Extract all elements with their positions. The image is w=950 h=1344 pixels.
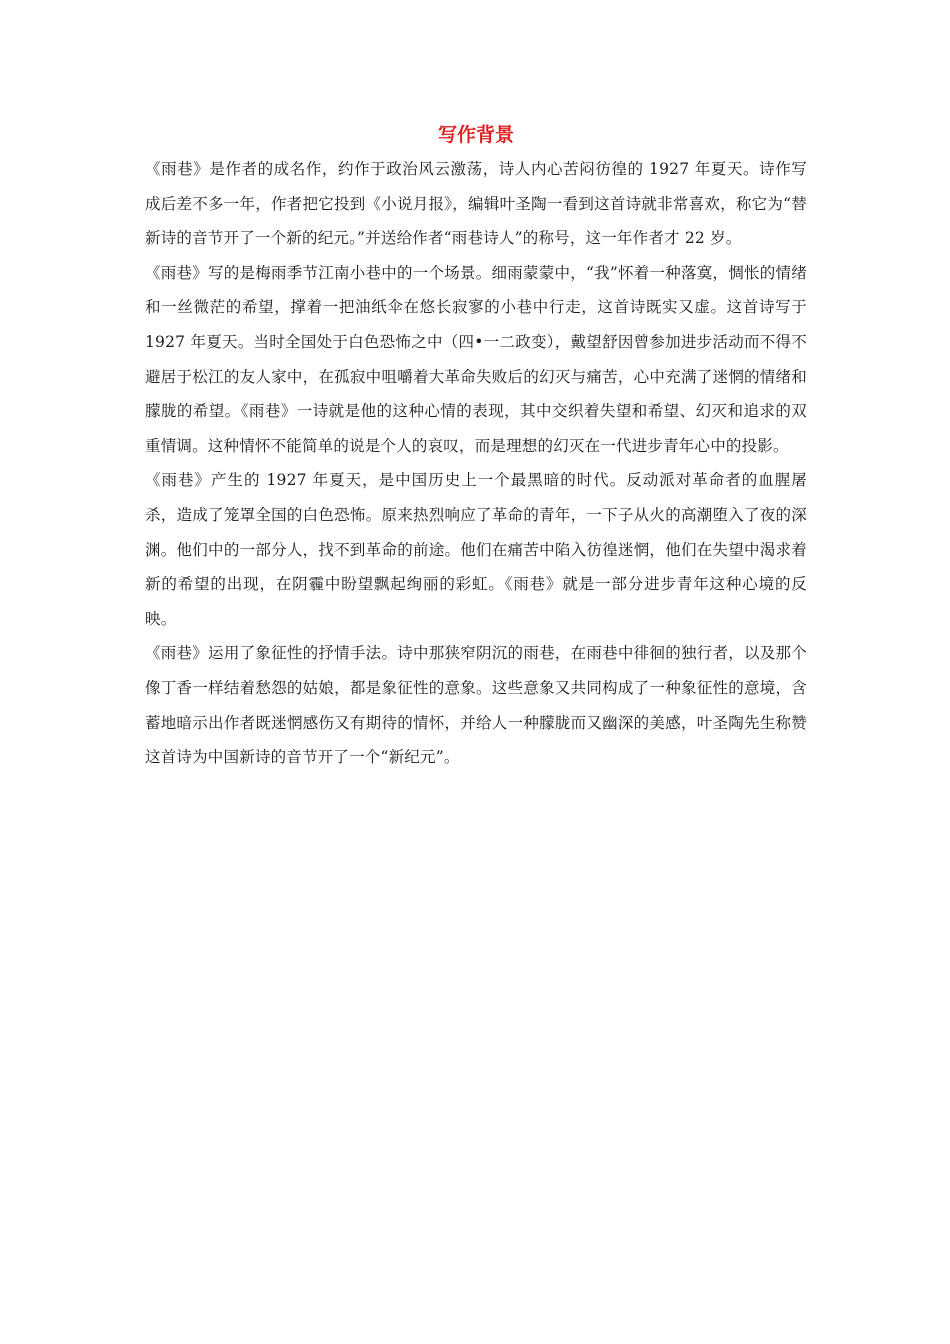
document-page — [145, 118, 807, 775]
paragraph-1: 《雨巷》是作者的成名作，约作于政治风云激荡，诗人内心苦闷彷徨的 1927 年夏天。诗作写成后差不多一年，作者把它投到《小说月报》，编辑叶圣陶一看到这首诗就非常喜欢，称它为“替新诗的音节开了一个新的纪元。”并送给作者“雨巷诗人”的称号，这一年作者才 22 岁。 — [145, 160, 807, 248]
paragraph-4: 《雨巷》运用了象征性的抒情手法。诗中那狭窄阴沉的雨巷，在雨巷中徘徊的独行者，以及那个像丁香一样结着愁怨的姑娘，都是象征性的意象。这些意象又共同构成了一种象征性的意境，含蓄地暗示出作者既迷惘感伤又有期待的情怀，并给人一种朦胧而又幽深的美感，叶圣陶先生称赞这首诗为中国新诗的音节开了一个“新纪元”。 — [145, 644, 807, 767]
document-title: 写作背景 — [437, 124, 514, 146]
paragraph-2: 《雨巷》写的是梅雨季节江南小巷中的一个场景。细雨蒙蒙中，“我”怀着一种落寞，惆怅的情绪和一丝微茫的希望，撑着一把油纸伞在悠长寂寥的小巷中行走，这首诗既实又虚。这首诗写于 1927 年夏天。当时全国处于白色恐怖之中（四•一二政变），戴望舒因曾参加进步活动而不得不避居于松江的友人家中，在孤寂中咀嚼着大革命失败后的幻灭与痛苦，心中充满了迷惘的情绪和朦胧的希望。《雨巷》一诗就是他的这种心情的表现，其中交织着失望和希望、幻灭和追求的双重情调。这种情怀不能简单的说是个人的哀叹，而是理想的幻灭在一代进步青年心中的投影。 — [145, 263, 807, 455]
paragraph-3: 《雨巷》产生的 1927 年夏天，是中国历史上一个最黑暗的时代。反动派对革命者的血腥屠杀，造成了笼罩全国的白色恐怖。原来热烈响应了革命的青年，一下子从火的高潮堕入了夜的深渊。他们中的一部分人，找不到革命的前途。他们在痛苦中陷入彷徨迷惘，他们在失望中渴求着新的希望的出现，在阴霾中盼望飘起绚丽的彩虹。《雨巷》就是一部分进步青年这种心境的反映。 — [145, 471, 807, 628]
